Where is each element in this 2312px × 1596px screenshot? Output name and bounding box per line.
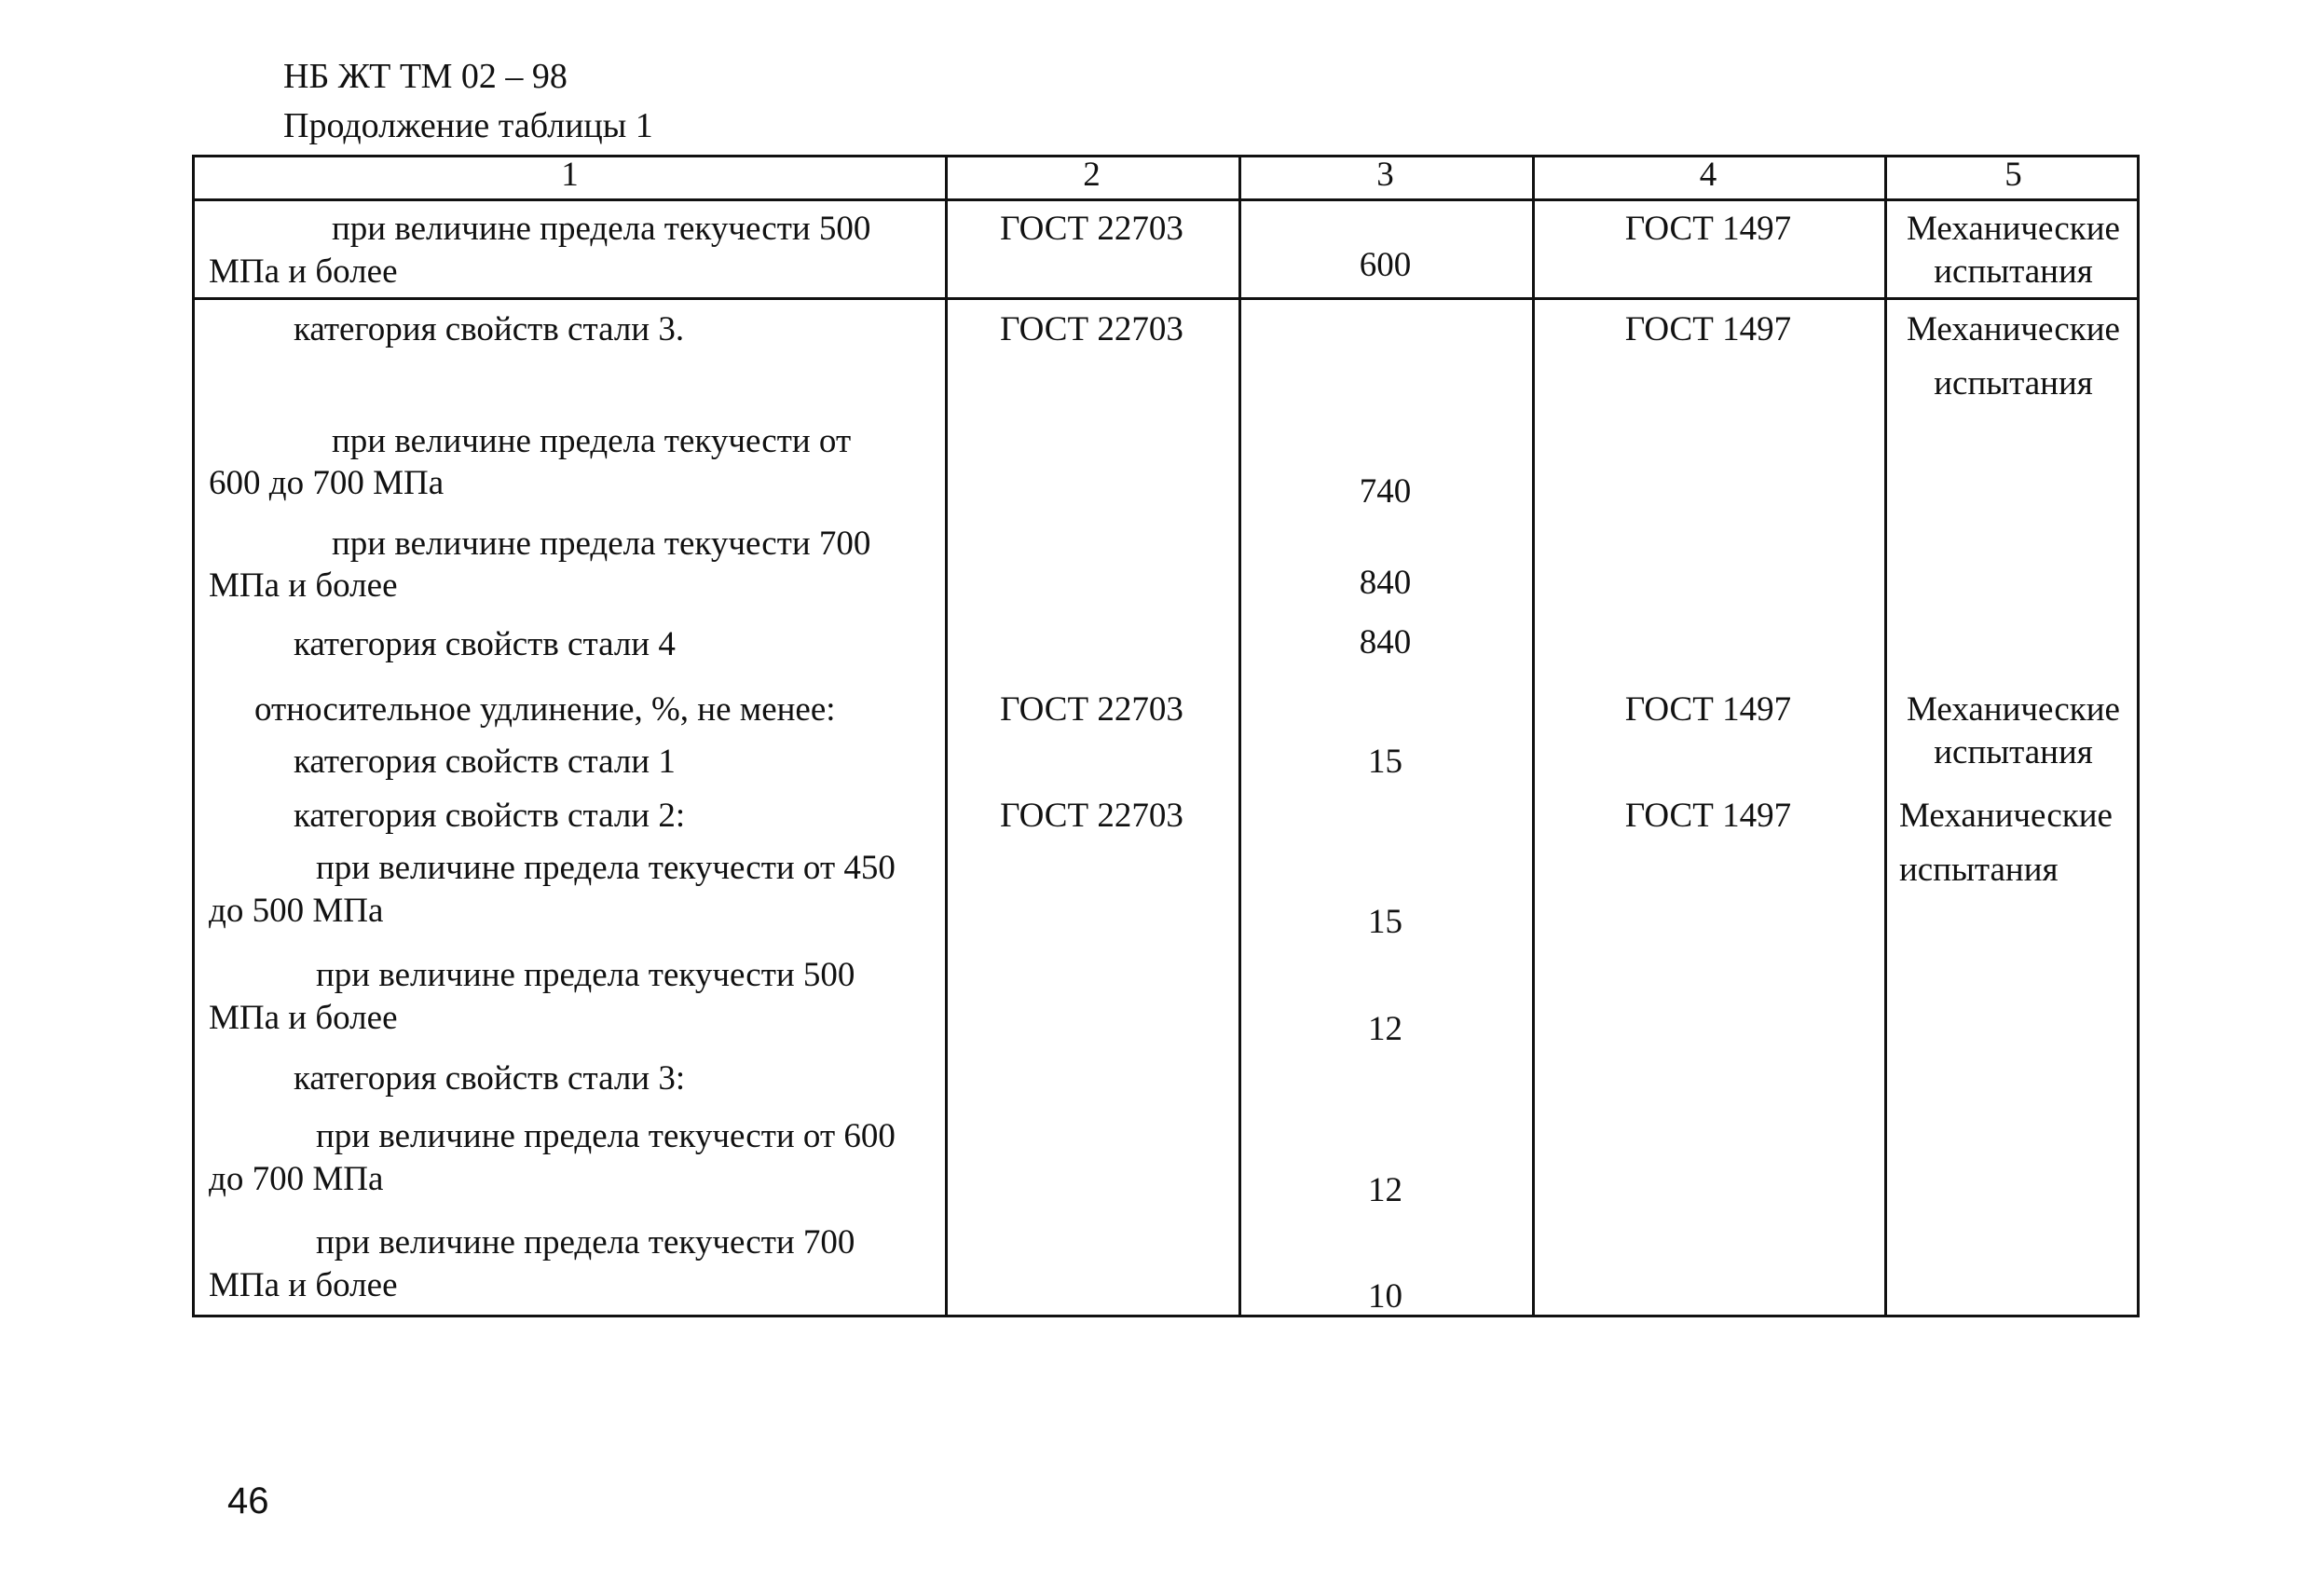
row2-col1-line: до 500 МПа bbox=[209, 892, 384, 930]
row2-col2: ГОСТ 22703 bbox=[1000, 690, 1183, 729]
header-row-divider bbox=[195, 198, 2137, 201]
row2-col3: 840 bbox=[1359, 564, 1412, 602]
column-header-3: 3 bbox=[1376, 156, 1394, 194]
row2-col3: 10 bbox=[1368, 1277, 1402, 1316]
row1-col1-line1: при величине предела текучести 500 bbox=[332, 210, 871, 248]
row2-col3: 12 bbox=[1368, 1171, 1402, 1209]
column-header-5: 5 bbox=[2004, 156, 2022, 194]
row1-col4: ГОСТ 1497 bbox=[1624, 210, 1792, 248]
row1-col5-line1: Механические bbox=[1907, 210, 2120, 248]
column-header-1: 1 bbox=[561, 156, 579, 194]
row2-col3: 15 bbox=[1368, 903, 1402, 941]
row2-col1-line: при величине предела текучести 700 bbox=[332, 525, 871, 563]
column-divider bbox=[1238, 157, 1241, 1315]
row1-col3: 600 bbox=[1359, 246, 1412, 284]
row2-col1-line: МПа и более bbox=[209, 566, 398, 605]
row2-col3: 15 bbox=[1368, 743, 1402, 781]
row2-col3: 740 bbox=[1359, 472, 1412, 511]
row2-col3: 840 bbox=[1359, 623, 1412, 662]
row2-col1-line: категория свойств стали 3: bbox=[294, 1059, 686, 1098]
row1-col2: ГОСТ 22703 bbox=[1000, 210, 1183, 248]
row2-col5: Механические bbox=[1907, 690, 2120, 729]
row2-col1-line: категория свойств стали 3. bbox=[294, 310, 685, 348]
row2-col4: ГОСТ 1497 bbox=[1624, 797, 1792, 835]
row2-col4: ГОСТ 1497 bbox=[1624, 690, 1792, 729]
row2-col5: Механические bbox=[1907, 310, 2120, 348]
row2-col1-line: при величине предела текучести от 600 bbox=[316, 1117, 896, 1155]
row2-col2: ГОСТ 22703 bbox=[1000, 797, 1183, 835]
row2-col4: ГОСТ 1497 bbox=[1624, 310, 1792, 348]
row2-col5: испытания bbox=[1934, 364, 2093, 402]
row2-col1-line: МПа и более bbox=[209, 1266, 398, 1304]
row2-col1-line: при величине предела текучести от bbox=[332, 422, 852, 460]
document-code: НБ ЖТ ТМ 02 – 98 bbox=[283, 57, 568, 96]
row-divider bbox=[195, 297, 2137, 300]
page-number: 46 bbox=[227, 1480, 269, 1521]
row2-col1-line: МПа и более bbox=[209, 999, 398, 1037]
row2-col1-line: относительное удлинение, %, не менее: bbox=[254, 690, 836, 729]
row1-col1-line2: МПа и более bbox=[209, 252, 398, 291]
row2-col1-line: при величине предела текучести от 450 bbox=[316, 849, 896, 887]
row2-col1-line: при величине предела текучести 500 bbox=[316, 956, 855, 994]
data-table bbox=[192, 155, 2140, 1317]
row2-col1-line: категория свойств стали 4 bbox=[294, 625, 676, 663]
row2-col1-line: до 700 МПа bbox=[209, 1160, 384, 1198]
row2-col2: ГОСТ 22703 bbox=[1000, 310, 1183, 348]
row2-col1-line: категория свойств стали 2: bbox=[294, 797, 686, 835]
row2-col1-line: при величине предела текучести 700 bbox=[316, 1223, 855, 1262]
row2-col5: испытания bbox=[1899, 851, 2059, 889]
row2-col5: испытания bbox=[1934, 733, 2093, 771]
row2-col3: 12 bbox=[1368, 1010, 1402, 1048]
row2-col1-line: 600 до 700 МПа bbox=[209, 464, 445, 502]
row1-col5-line2: испытания bbox=[1934, 252, 2093, 291]
row2-col5: Механические bbox=[1899, 797, 2113, 835]
column-header-2: 2 bbox=[1083, 156, 1101, 194]
column-header-4: 4 bbox=[1699, 156, 1717, 194]
table-continuation-title: Продолжение таблицы 1 bbox=[283, 106, 653, 145]
row2-col1-line: категория свойств стали 1 bbox=[294, 743, 676, 781]
